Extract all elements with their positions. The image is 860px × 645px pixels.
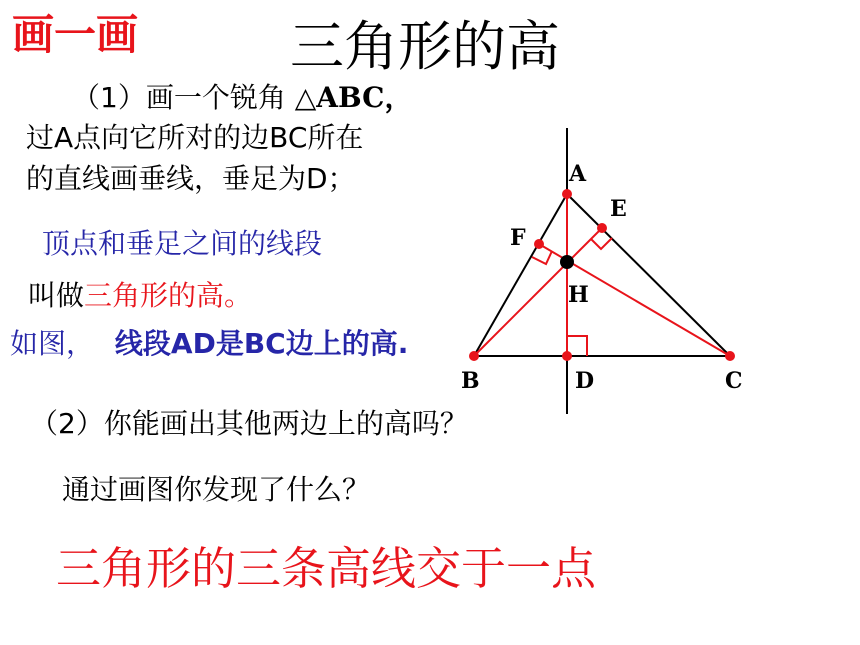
step1-line1-triangle: △ABC， xyxy=(294,81,413,114)
definition-line2-prefix: 叫做 xyxy=(28,279,85,312)
label-e: E xyxy=(610,196,627,222)
step1-line3: 的直线画垂线，垂足为D； xyxy=(26,162,356,195)
right-angle-mark-e xyxy=(591,238,612,249)
orthocenter-h xyxy=(560,255,574,269)
definition-highlight: 三角形的高。 xyxy=(84,279,253,312)
definition-line3-text: 线段AD是BC边上的高. xyxy=(114,327,409,360)
label-a: A xyxy=(569,161,587,187)
point-d xyxy=(562,351,572,361)
conclusion-text: 三角形的三条高线交于一点 xyxy=(56,542,597,595)
triangle-side-ab xyxy=(474,194,567,356)
step1-line2: 过A点向它所对的边BC所在 xyxy=(26,121,364,154)
definition-line3-prefix: 如图， xyxy=(10,327,95,360)
page-title: 三角形的高 xyxy=(290,15,560,78)
point-e xyxy=(597,223,607,233)
point-f xyxy=(534,239,544,249)
label-d: D xyxy=(575,368,595,394)
prompt-question: 通过画图你发现了什么？ xyxy=(62,473,371,506)
definition-line1: 顶点和垂足之间的线段 xyxy=(42,227,323,260)
point-a xyxy=(562,189,572,199)
point-b xyxy=(469,351,479,361)
corner-label: 画一画 xyxy=(12,10,139,59)
step2-question: （2）你能画出其他两边上的高吗？ xyxy=(30,407,468,440)
label-c: C xyxy=(725,368,743,394)
label-b: B xyxy=(461,368,480,394)
label-f: F xyxy=(510,225,526,251)
step1-line1-prefix: （1）画一个锐角 xyxy=(72,81,295,114)
label-h: H xyxy=(568,282,589,308)
point-c xyxy=(725,351,735,361)
right-angle-mark-f xyxy=(532,251,552,264)
